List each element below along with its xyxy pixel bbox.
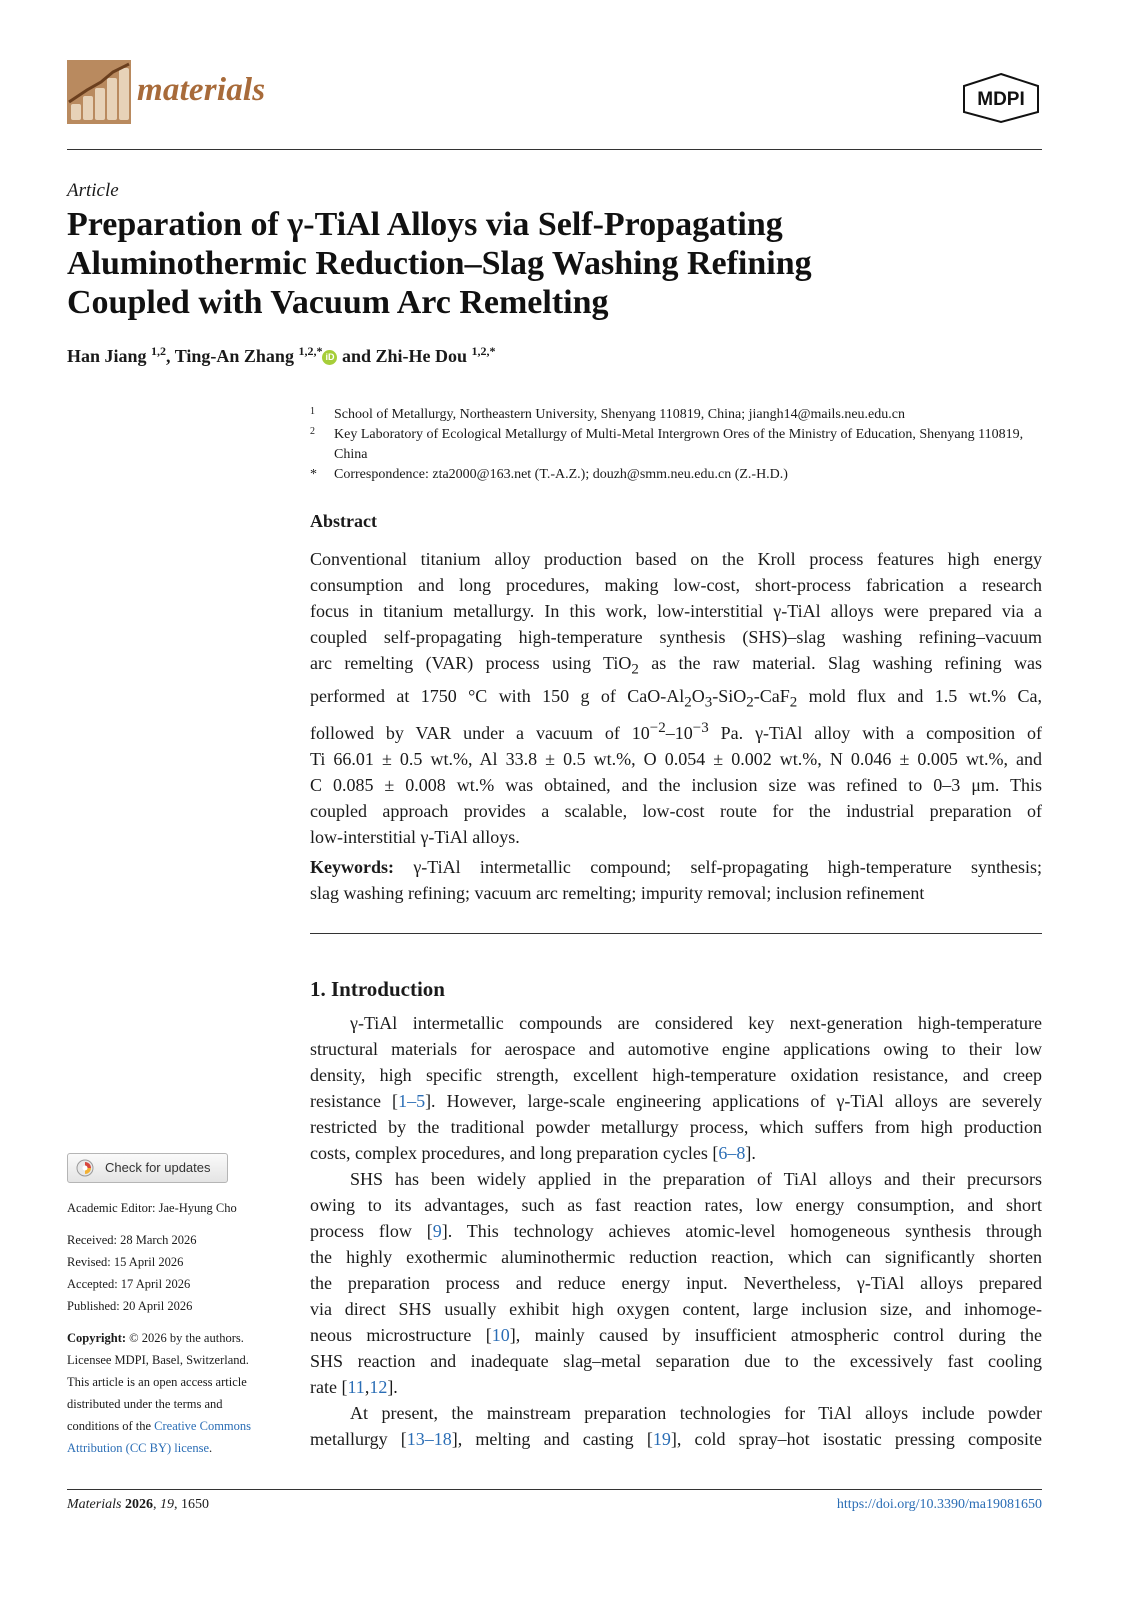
- copyright-text: .: [209, 1441, 213, 1455]
- citation-link[interactable]: 9: [432, 1221, 442, 1241]
- intro-line: γ-TiAl intermetallic compounds are considered key next-generation high-temperature: [350, 1013, 1042, 1033]
- journal-logo-icon: [67, 60, 131, 124]
- abstract-heading: Abstract: [310, 511, 377, 531]
- title-line: Preparation of γ-TiAl Alloys via Self-Propagating: [67, 206, 783, 243]
- affiliation-mark: 1: [310, 406, 315, 417]
- copyright-text: © 2026 by the authors.: [129, 1331, 244, 1345]
- publisher-name: MDPI: [977, 89, 1025, 110]
- intro-line: process flow [9]. This technology achieves atomic-level homogeneous synthesis through: [310, 1221, 1042, 1241]
- title-line: Aluminothermic Reduction–Slag Washing Refining: [67, 245, 812, 282]
- article-title: [67, 205, 967, 322]
- abstract-line: performed at 1750 °C with 150 g of CaO-$Al_2O_3-SiO_2-CaF_2$ mold flux and 1.5 wt.% Ca,: [310, 685, 1042, 711]
- top-divider: [67, 149, 1042, 150]
- introduction-heading: 1. Introduction: [310, 977, 445, 1001]
- intro-line: via direct SHS usually exhibit high oxygen content, large inclusion size, and inhomoge-: [310, 1299, 1042, 1319]
- abstract-line: Conventional titanium alloy production based on the Kroll process features high energy: [310, 549, 1042, 569]
- footer-article-number: , 1650: [173, 1497, 209, 1512]
- article-metadata: [67, 1197, 297, 1459]
- citation-link[interactable]: 13–18: [406, 1429, 452, 1449]
- keywords-label: Keywords:: [310, 857, 394, 877]
- intro-line: neous microstructure [10], mainly caused by insufficient atmospheric control during the: [310, 1325, 1042, 1345]
- affiliation-mark: *: [310, 467, 317, 482]
- author-name[interactable]: Ting-An Zhang: [174, 346, 294, 366]
- cc-license-link[interactable]: Attribution (CC BY) license: [67, 1441, 209, 1455]
- mdpi-logo-icon: [960, 72, 1042, 124]
- check-for-updates-button[interactable]: [67, 1153, 228, 1183]
- footer-volume: 19: [159, 1497, 174, 1512]
- copyright-line: [67, 1437, 297, 1459]
- author-separator: ,: [166, 346, 175, 366]
- keywords: [310, 854, 1042, 906]
- affiliation-text: Key Laboratory of Ecological Metallurgy of Multi-Metal Intergrown Ores of the Ministry of Education, Shenyang 110819, China: [334, 427, 1024, 462]
- copyright-line: Licensee MDPI, Basel, Switzerland.: [67, 1353, 249, 1367]
- copyright-line: distributed under the terms and: [67, 1397, 223, 1411]
- intro-line: structural materials for aerospace and automotive engine applications owing to their low: [310, 1039, 1042, 1059]
- affiliation-mark: 2: [310, 426, 315, 437]
- copyright-label: Copyright:: [67, 1331, 127, 1345]
- intro-line: costs, complex procedures, and long preparation cycles [6–8].: [310, 1143, 756, 1163]
- author-name[interactable]: Han Jiang: [67, 346, 147, 366]
- author-affil-sup: 1,2,*: [471, 344, 496, 358]
- footer-divider: [67, 1489, 1042, 1490]
- copyright-line: [67, 1327, 297, 1349]
- accepted-date: Accepted: 17 April 2026: [67, 1277, 191, 1291]
- intro-line: resistance [1–5]. However, large-scale engineering applications of γ-TiAl alloys are severely: [310, 1091, 1042, 1111]
- abstract-line: C 0.085 ± 0.008 wt.% was obtained, and the inclusion size was refined to 0–3 μm. This: [310, 775, 1042, 796]
- keywords-text: γ-TiAl intermetallic compound; self-propagating high-temperature synthesis;: [413, 857, 1043, 877]
- affiliation-item: [310, 425, 1042, 465]
- affiliation-text: School of Metallurgy, Northeastern University, Shenyang 110819, China; jiangh14@mails.neu.edu.cn: [334, 407, 905, 422]
- abstract-line: coupled approach provides a scalable, low-cost route for the industrial preparation of: [310, 801, 1042, 822]
- author-name[interactable]: Zhi-He Dou: [375, 346, 467, 366]
- intro-line: the highly exothermic aluminothermic reduction reaction, which can significantly shorten: [310, 1247, 1042, 1267]
- intro-line: the preparation process and reduce energy input. Nevertheless, γ-TiAl alloys prepared: [310, 1273, 1042, 1293]
- author-separator: and: [337, 346, 376, 366]
- citation-link[interactable]: 12: [369, 1377, 388, 1397]
- author-affil-sup: 1,2: [151, 344, 167, 358]
- orcid-icon[interactable]: iD: [322, 350, 337, 365]
- citation-link[interactable]: 19: [652, 1429, 671, 1449]
- introduction-body: [310, 1010, 1042, 1452]
- abstract-line: Ti 66.01 ± 0.5 wt.%, Al 33.8 ± 0.5 wt.%, O 0.054 ± 0.002 wt.%, N 0.046 ± 0.005 wt.%, and: [310, 749, 1042, 770]
- revised-date: Revised: 15 April 2026: [67, 1255, 184, 1269]
- abstract-line: low-interstitial γ-TiAl alloys.: [310, 827, 520, 848]
- intro-line: SHS reaction and inadequate slag–metal separation due to the excessively fast cooling: [310, 1351, 1042, 1371]
- copyright-line: [67, 1415, 297, 1437]
- abstract-line: focus in titanium metallurgy. In this work, low-interstitial γ-TiAl alloys were prepared via a: [310, 601, 1042, 621]
- academic-editor: Academic Editor: Jae-Hyung Cho: [67, 1201, 237, 1215]
- intro-line: SHS has been widely applied in the preparation of TiAl alloys and their precursors: [350, 1169, 1042, 1189]
- affiliation-item: [310, 465, 1042, 485]
- check-updates-icon: [76, 1159, 94, 1177]
- copyright-text: conditions of the: [67, 1419, 152, 1433]
- author-affil-sup: 1,2,*: [298, 344, 323, 358]
- footer-journal: Materials: [67, 1497, 122, 1512]
- author-list: [67, 344, 496, 367]
- check-updates-label: Check for updates: [105, 1160, 211, 1175]
- citation-link[interactable]: 11: [347, 1377, 365, 1397]
- abstract-line: followed by VAR under a vacuum of $10^{-2}-10^{-3}$ Pa. γ-TiAl alloy with a composition of: [310, 720, 1042, 744]
- abstract-line: arc remelting (VAR) process using TiO$_2$ as the raw material. Slag washing refining was: [310, 653, 1042, 678]
- citation-link[interactable]: 1–5: [398, 1091, 426, 1111]
- citation-footer: Materials 2026, 19, 1650: [67, 1497, 209, 1512]
- section-divider: [310, 933, 1042, 934]
- intro-line: density, high specific strength, excellent high-temperature oxidation resistance, and creep: [310, 1065, 1042, 1085]
- correspondence-text: Correspondence: zta2000@163.net (T.-A.Z.); douzh@smm.neu.edu.cn (Z.-H.D.): [334, 467, 788, 482]
- published-date: Published: 20 April 2026: [67, 1299, 193, 1313]
- abstract-body: [310, 546, 1042, 850]
- article-type: Article: [67, 180, 119, 201]
- copyright-line: This article is an open access article: [67, 1375, 247, 1389]
- abstract-line: consumption and long procedures, making low-cost, short-process fabrication a research: [310, 575, 1042, 595]
- affiliations: [310, 405, 1042, 485]
- abstract-line: coupled self-propagating high-temperature synthesis (SHS)–slag washing refining–vacuum: [310, 627, 1042, 647]
- intro-line: metallurgy [13–18], melting and casting [19], cold spray–hot isostatic pressing composite: [310, 1429, 1042, 1449]
- intro-line: At present, the mainstream preparation technologies for TiAl alloys include powder: [350, 1403, 1042, 1423]
- doi-link[interactable]: https://doi.org/10.3390/ma19081650: [836, 1497, 1042, 1512]
- footer-year: 2026: [124, 1497, 153, 1512]
- journal-name: materials: [137, 72, 266, 108]
- keywords-line: slag washing refining; vacuum arc remelting; impurity removal; inclusion refinement: [310, 883, 925, 903]
- intro-line: owing to its advantages, such as fast reaction rates, low energy consumption, and short: [310, 1195, 1042, 1215]
- citation-link[interactable]: 6–8: [718, 1143, 746, 1163]
- received-date: Received: 28 March 2026: [67, 1233, 197, 1247]
- intro-line: restricted by the traditional powder metallurgy process, which suffers from high production: [310, 1117, 1042, 1137]
- keywords-line: [310, 854, 1042, 880]
- citation-link[interactable]: 10: [491, 1325, 510, 1345]
- intro-line: rate [11,12].: [310, 1377, 398, 1397]
- cc-license-link[interactable]: Creative Commons: [154, 1419, 252, 1433]
- affiliation-item: [310, 405, 1042, 425]
- title-line: Coupled with Vacuum Arc Remelting: [67, 284, 609, 321]
